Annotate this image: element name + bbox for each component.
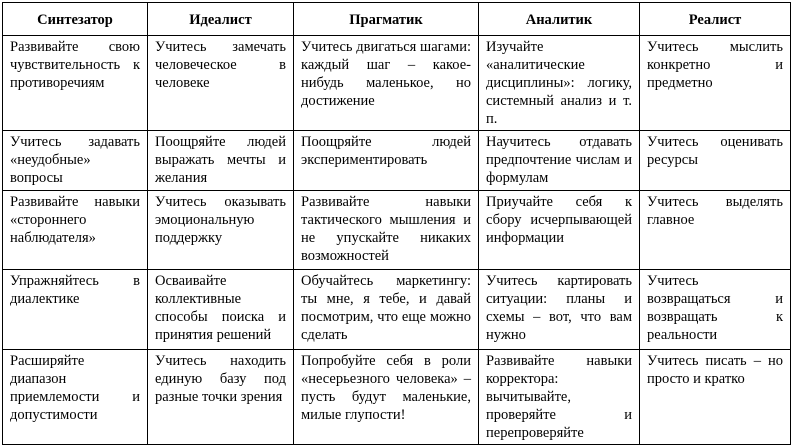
header-pragmatist: Прагматик (294, 3, 479, 36)
table-cell: Учитесь задавать «неудобные» вопросы (3, 131, 148, 191)
table-cell: Поощряйте людей выражать мечты и желания (148, 131, 294, 191)
table-cell: Учитесь оказывать эмоциональную поддержку (148, 191, 294, 270)
header-row (3, 3, 791, 36)
table-cell: Расширяйте диапазон приемлемости и допустимости (3, 350, 148, 445)
header-realist: Реалист (640, 3, 791, 36)
table-cell: Развивайте навыки «стороннего наблюдателя» (3, 191, 148, 270)
table-cell: Учитесь писать – но просто и кратко (640, 350, 791, 445)
table-cell: Учитесь оценивать ресурсы (640, 131, 791, 191)
table-row (3, 270, 791, 350)
table-cell: Развивайте навыки тактического мышления и не упускайте никаких возможностей (294, 191, 479, 270)
table-cell: Осваивайте коллективные способы поиска и принятия решений (148, 270, 294, 350)
table-cell: Упражняйтесь в диалектике (3, 270, 148, 350)
table-cell: Учитесь выделять главное (640, 191, 791, 270)
table-cell: Учитесь находить единую базу под разные точки зрения (148, 350, 294, 445)
table-cell: Учитесь мыслить конкретно и предметно (640, 36, 791, 131)
table-cell: Учитесь возвращаться и возвращать к реальности (640, 270, 791, 350)
recommendations-table (2, 2, 791, 445)
header-analyst: Аналитик (479, 3, 640, 36)
table-cell: Приучайте себя к сбору исчерпывающей информации (479, 191, 640, 270)
table-cell: Обучайтесь маркетингу: ты мне, я тебе, и давай посмотрим, что еще можно сделать (294, 270, 479, 350)
table-cell: Учитесь двигаться шагами: каждый шаг – какое-нибудь маленькое, но достижение (294, 36, 479, 131)
table-cell: Учитесь замечать человеческое в человеке (148, 36, 294, 131)
table-row (3, 191, 791, 270)
table-cell: Поощряйте людей экспериментировать (294, 131, 479, 191)
table-cell: Учитесь картировать ситуации: планы и схемы – вот, что вам нужно (479, 270, 640, 350)
table-cell: Развивайте навыки корректора: вычитывайте, проверяйте и перепроверяйте (479, 350, 640, 445)
table-cell: Научитесь отдавать предпочтение числам и формулам (479, 131, 640, 191)
table-row (3, 350, 791, 445)
header-synthesizer: Синтезатор (3, 3, 148, 36)
table-row (3, 131, 791, 191)
table-cell: Изучайте «аналитические дисциплины»: логику, системный анализ и т. п. (479, 36, 640, 131)
table-row (3, 36, 791, 131)
header-idealist: Идеалист (148, 3, 294, 36)
table-cell: Развивайте свою чувствительность к противоречиям (3, 36, 148, 131)
table-cell: Попробуйте себя в роли «несерьезного человека» – пусть будут маленькие, милые глупости! (294, 350, 479, 445)
